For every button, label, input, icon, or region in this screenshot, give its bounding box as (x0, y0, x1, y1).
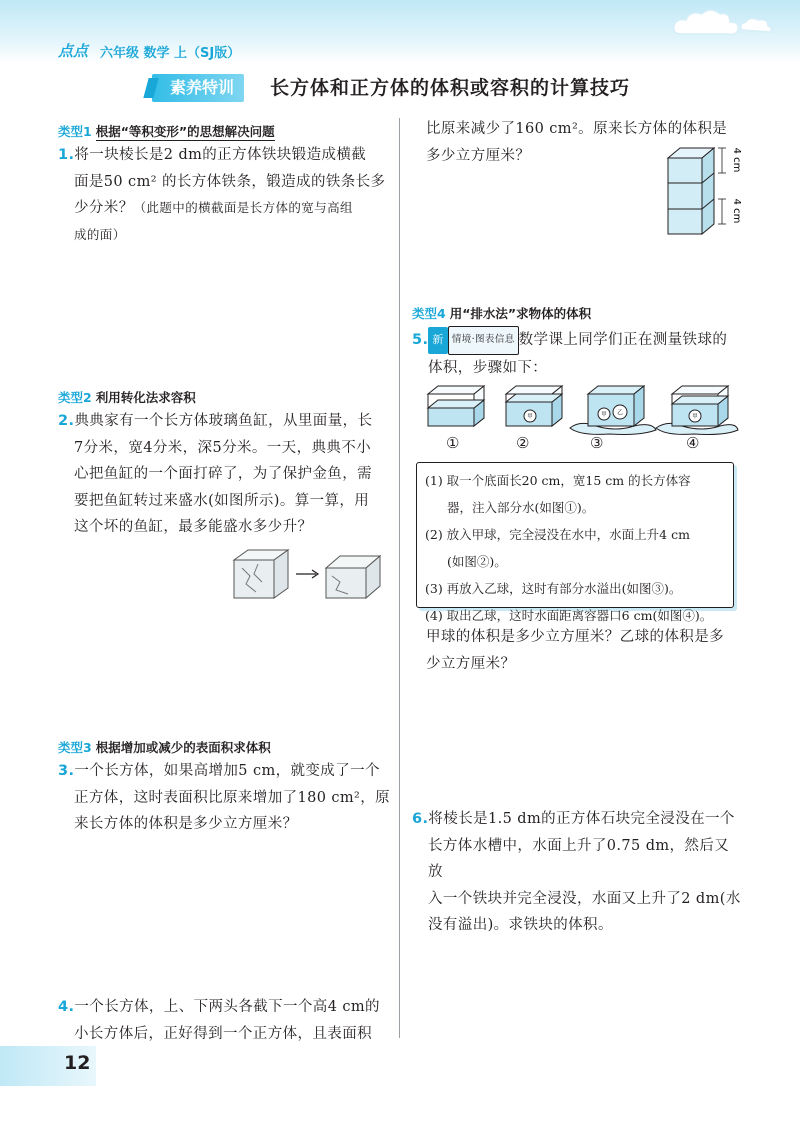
type-3-tag: 类型3 (58, 740, 92, 755)
step-1-line-2: 器，注入部分水(如图①)。 (447, 500, 595, 515)
question-2-line-3: 心把鱼缸的一个面打碎了，为了保护金鱼，需 (74, 466, 372, 482)
ball-a-label-fig3: 甲 (601, 412, 607, 418)
figure-label-4: ④ (686, 434, 700, 452)
column-divider (399, 118, 400, 1038)
question-5-line-1: 数学课上同学们正在测量铁球的 (518, 332, 728, 348)
question-5-ask-line-2: 少立方厘米？ (426, 655, 516, 672)
question-4-line-2: 小长方体后，正好得到一个正方体，且表面积 (74, 1025, 372, 1042)
type-4-tag: 类型4 (412, 306, 446, 321)
question-4-number: 4. (58, 999, 75, 1015)
brand-logo: 点点 (58, 42, 89, 60)
question-1 (58, 142, 392, 248)
step-4: (4) 取出乙球，这时水面距离容器口6 cm(如图④)。 (425, 608, 713, 623)
question-5 (412, 326, 742, 381)
question-3 (58, 758, 392, 838)
question-5-ask-line-1: 甲球的体积是多少立方厘米？乙球的体积是多 (426, 629, 724, 645)
question-2-line-1: 典典家有一个长方体玻璃鱼缸，从里面量，长 (74, 413, 373, 429)
type-1-tag: 类型1 (58, 124, 92, 139)
step-2-line-2: (如图②)。 (447, 554, 507, 569)
context-chart-tag: 情境·图表信息 (448, 326, 519, 355)
dimension-bottom-label: 4 cm (731, 198, 742, 224)
type-4-heading (412, 304, 591, 322)
question-6-line-1: 将棱长是1.5 dm的正方体石块完全浸没在一个 (428, 811, 735, 827)
question-4-line-1: 一个长方体，上、下两头各截下一个高4 cm的 (74, 999, 380, 1015)
step-3: (3) 再放入乙球，这时有部分水溢出(如图③)。 (425, 581, 682, 596)
dimension-top-label: 4 cm (731, 147, 742, 173)
figure-label-2: ② (516, 434, 530, 452)
question-3-line-2: 正方体，这时表面积比原来增加了180 cm²，原 (74, 789, 391, 806)
question-4-cont-line-1: 比原来减少了160 cm²。原来长方体的体积是 (426, 121, 728, 137)
question-2-line-5: 这个坏的鱼缸，最多能盛水多少升？ (74, 519, 313, 535)
new-tag: 新 (428, 327, 447, 354)
question-3-line-1: 一个长方体，如果高增加5 cm，就变成了一个 (74, 763, 380, 779)
question-4-cont-line-2: 多少立方厘米？ (426, 147, 531, 164)
question-6-line-4: 没有溢出)。求铁块的体积。 (428, 917, 613, 933)
question-5-number: 5. (412, 332, 429, 348)
question-6-line-2: 长方体水槽中，水面上升了0.75 dm，然后又放 (428, 837, 730, 880)
question-1-line-1: 将一块棱长是2 dm的正方体铁块锻造成横截 (74, 147, 367, 163)
question-4 (58, 994, 392, 1047)
question-2 (58, 408, 392, 541)
figure-label-3: ③ (590, 434, 604, 452)
cloud-decoration-icon (662, 4, 782, 44)
question-1-number: 1. (58, 147, 75, 163)
question-2-number: 2. (58, 413, 75, 429)
type-2-text: 利用转化法求容积 (95, 390, 196, 405)
page-number: 12 (64, 1052, 91, 1074)
ball-a-label-fig2: 甲 (527, 414, 533, 420)
experiment-figures (420, 376, 740, 436)
question-1-note-b: 成的面） (74, 226, 126, 242)
grade-label: 六年级 数学 上（SJ版） (100, 46, 241, 61)
type-3-text: 根据增加或减少的表面积求体积 (95, 740, 271, 755)
question-2-line-2: 7分米，宽4分米，深5分米。一天，典典不小 (74, 439, 372, 456)
question-5-ask (426, 624, 738, 677)
section-badge: 素养特训 (152, 74, 244, 102)
fish-tank-figure (228, 546, 388, 602)
ball-b-label-fig3: 乙 (617, 410, 623, 416)
question-5-line-2: 体积，步骤如下： (428, 359, 548, 376)
type-2-tag: 类型2 (58, 390, 92, 405)
question-6-number: 6. (412, 811, 429, 827)
type-1-heading (58, 122, 275, 140)
question-6-line-3: 入一个铁块并完全浸没，水面又上升了2 dm(水 (428, 890, 741, 907)
question-6 (412, 806, 742, 939)
question-3-line-3: 来长方体的体积是多少立方厘米？ (74, 816, 298, 832)
cuboid-figure (660, 138, 742, 242)
question-1-line-2: 面是50 cm² 的长方体铁条，锻造成的铁条长多 (74, 173, 386, 190)
type-3-heading (58, 738, 271, 756)
question-1-note-a: （此题中的横截面是长方体的宽与高组 (133, 200, 353, 215)
question-2-line-4: 要把鱼缸转过来盛水(如图所示)。算一算，用 (74, 492, 370, 509)
figure-label-1: ① (446, 434, 460, 452)
type-2-heading (58, 388, 196, 406)
step-1-line-1: (1) 取一个底面长20 cm，宽15 cm 的长方体容 (425, 473, 691, 488)
step-2-line-1: (2) 放入甲球，完全浸没在水中，水面上升4 cm (425, 527, 690, 542)
type-1-text: 根据“等积变形”的思想解决问题 (95, 124, 275, 139)
question-1-line-3: 少分米？ (74, 200, 134, 216)
steps-box (416, 462, 734, 623)
type-4-text: 用“排水法”求物体的体积 (449, 306, 592, 321)
question-3-number: 3. (58, 763, 75, 779)
page-title: 长方体和正方体的体积或容积的计算技巧 (270, 77, 631, 99)
ball-a-label-fig4: 甲 (692, 414, 698, 420)
